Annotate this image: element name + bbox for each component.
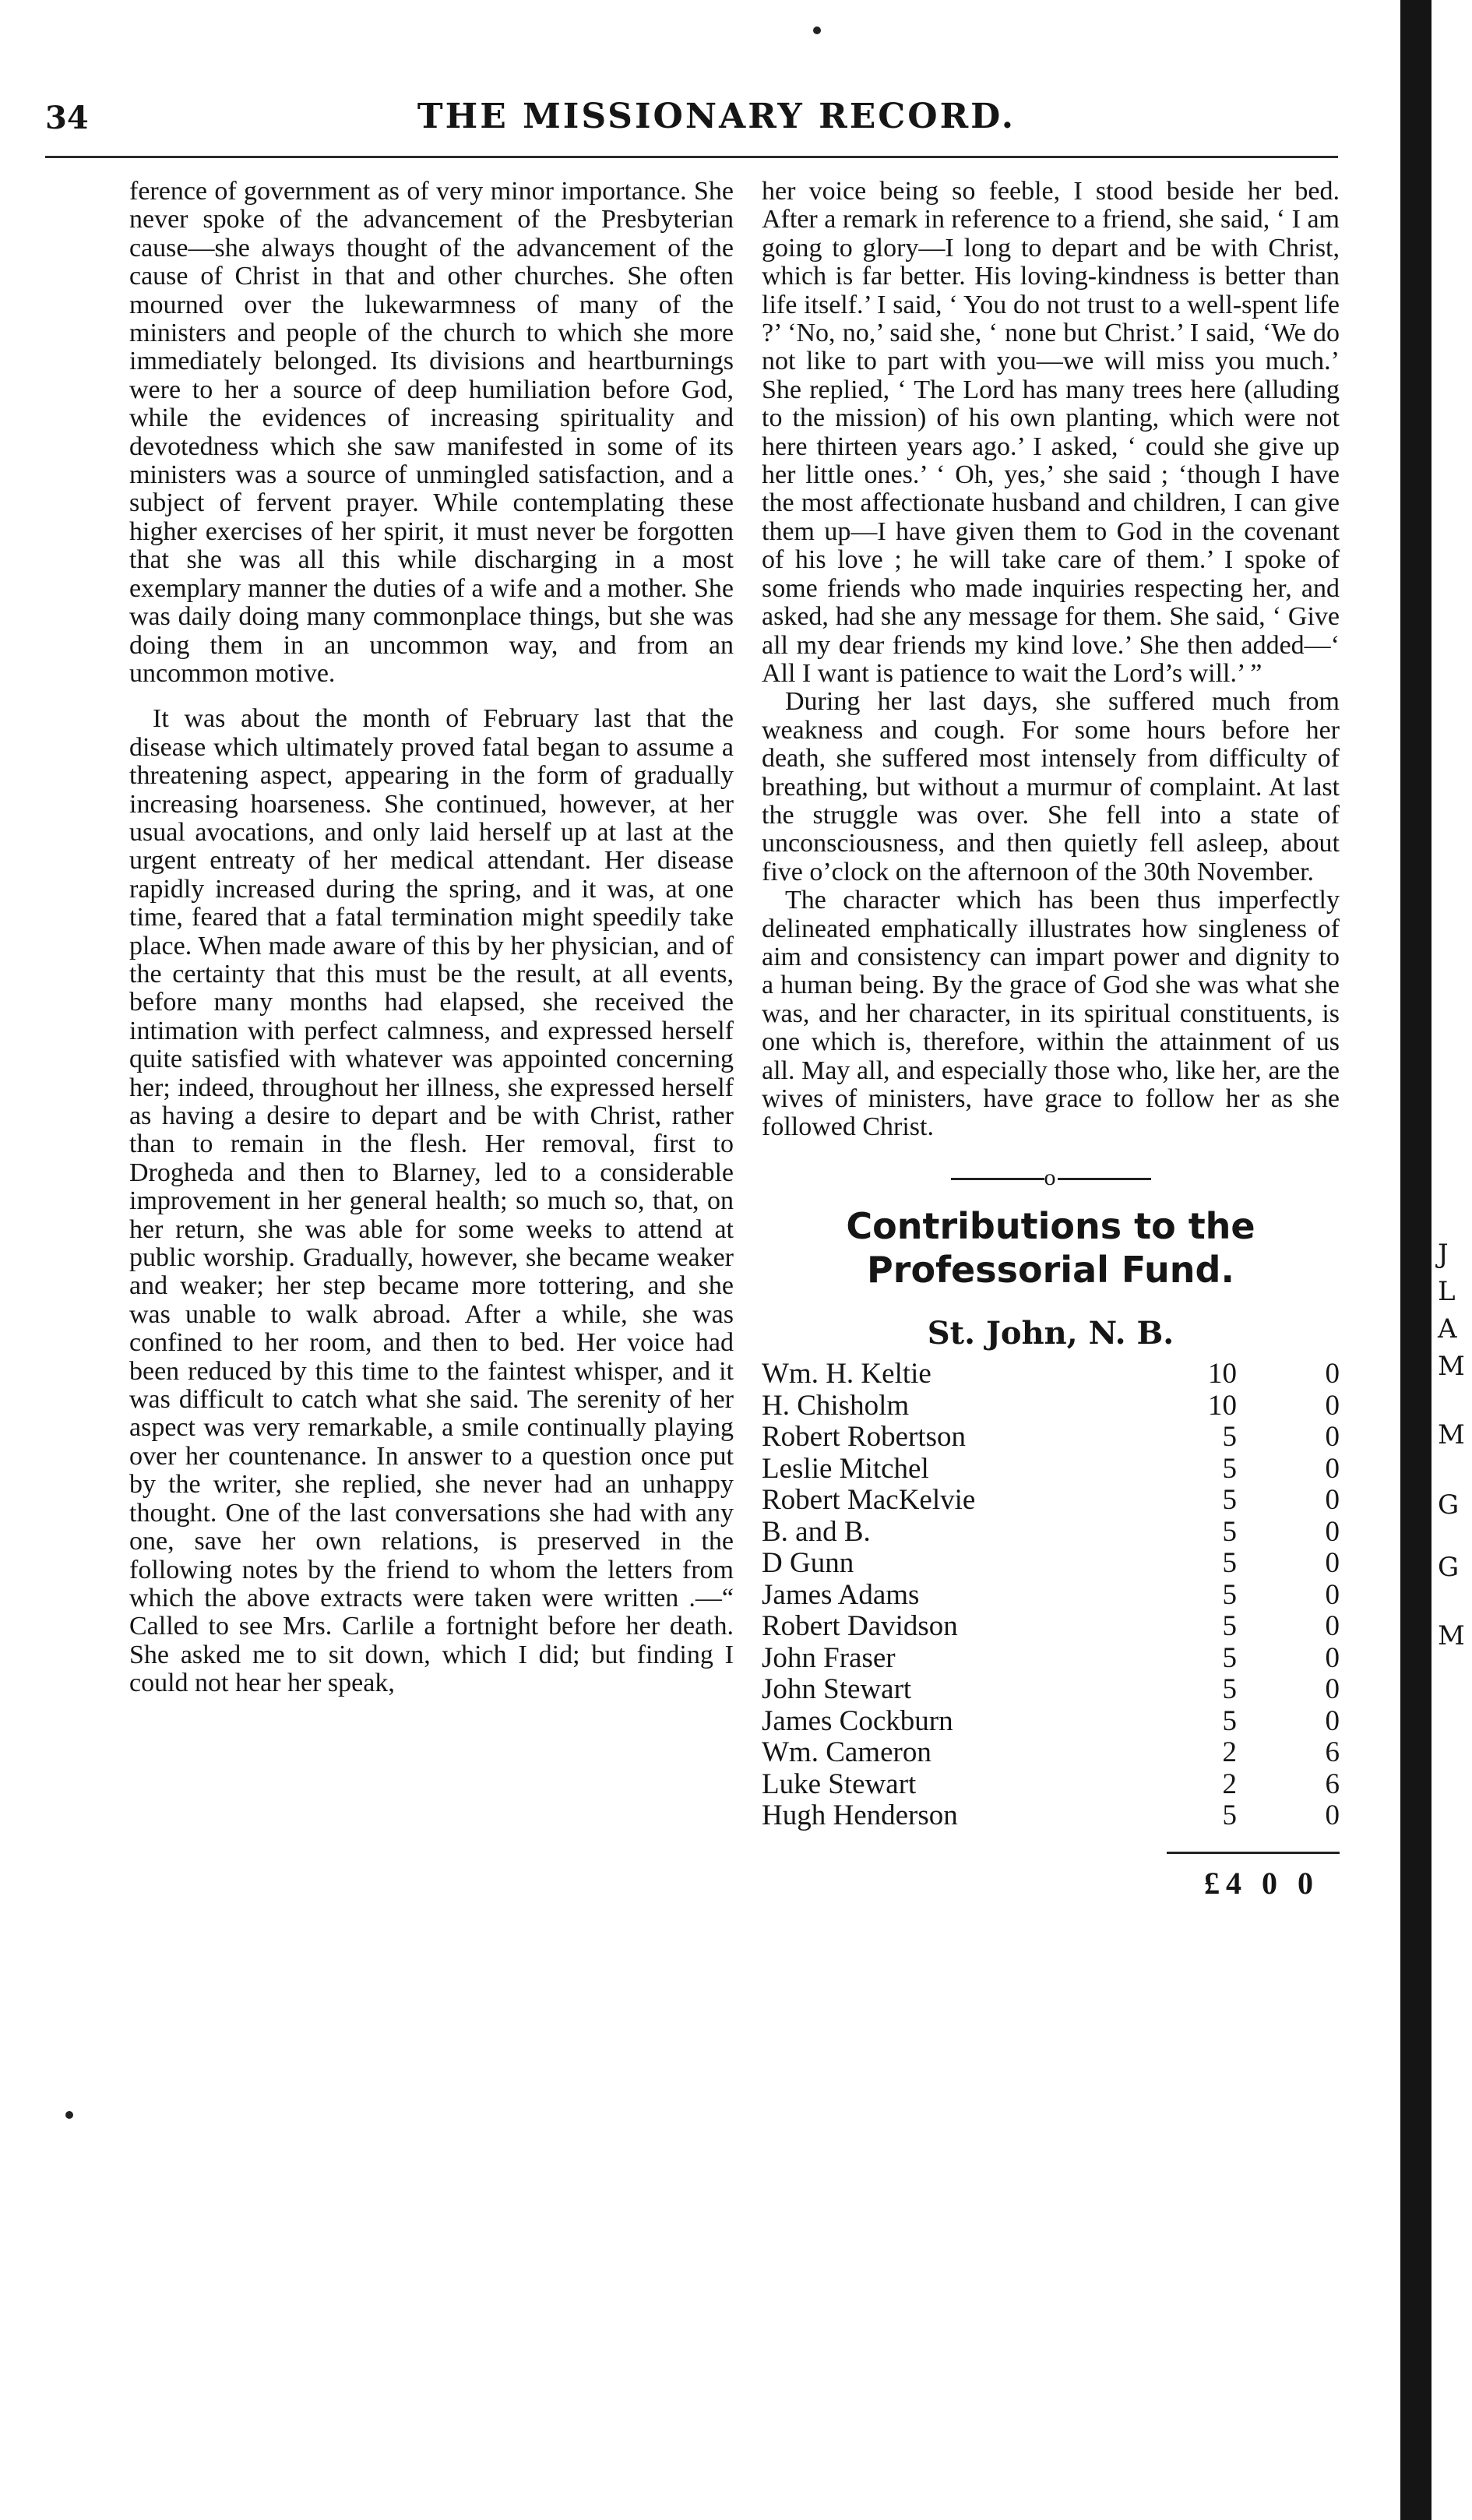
margin-letter: M (1438, 1419, 1465, 1450)
donor-name: James Cockburn (762, 1704, 953, 1737)
donor-amount-major: 5 (1222, 1610, 1237, 1643)
donor-row (762, 1422, 1340, 1454)
donor-name: Luke Stewart (762, 1768, 917, 1800)
left-paragraph: ference of government as of very minor importance. She never spoke of the advancement of the Presbyterian cause—she always thought of the advancement of the cause of Christ in that and other churches. She often mourned over the lukewarmness of many of the ministers and people of the church to which she more immediately belonged. Its divisions and heartburnings were to her a source of deep humiliation before God, while the evidences of increasing spirituality and devotedness which she saw manifested in some of its ministers was a source of unmingled satisfaction, and a subject of fervent prayer. While contemplating these higher exercises of her spirit, it must never be forgotten that she was all this while discharging in a most exemplary manner the duties of a wife and a mother. She was daily doing many commonplace things, but she was doing them in an uncommon way, and from an uncommon motive. (129, 177, 734, 688)
donor-amount-minor: 0 (1325, 1358, 1340, 1390)
right-paragraph: her voice being so feeble, I stood beside her bed. After a remark in reference to a friend, she said, ‘ I am going to glory—I long to depart and be with Christ, which is far better. His loving-kindness is better than life itself.’ I said, ‘ You do not trust to a well-spent life ?’ ‘No, no,’ said she, ‘ none but Christ.’ I said, ‘We do not like to part with you—we will miss you much.’ She replied, ‘ The Lord has many trees here (alluding to the mission) of his own planting, which were not here thirteen years ago.’ I asked, ‘ could she give up her little ones.’ ‘ Oh, yes,’ she said ; ‘though I have the most affectionate husband and children, I can give them up—I have given them to God in the covenant of his love ; he will take care of them.’ I spoke of some friends who made inquiries respecting her, and asked, had she any message for them. She said, ‘ Give all my dear friends my kind love.’ She then added—‘ All I want is patience to wait the Lord’s will.’ ” (762, 177, 1340, 688)
donor-name: B. and B. (762, 1515, 871, 1548)
margin-letter: M (1438, 1351, 1465, 1382)
fund-place: St. John, N. B. (927, 1314, 1174, 1352)
donor-row (762, 1737, 1340, 1769)
right-paragraph: During her last days, she suffered much from weakness and cough. For some hours before her death, she suffered most intensely from difficulty of breathing, but without a murmur of complaint. At last the struggle was over. She fell into a state of unconsciousness, and then quietly fell asleep, about five o’clock on the afternoon of the 30th November. (762, 687, 1340, 886)
donor-name: Wm. Cameron (762, 1736, 931, 1769)
total-rule (1167, 1852, 1340, 1854)
donor-amount-major: 5 (1222, 1515, 1237, 1548)
donor-amount-minor: 0 (1325, 1452, 1340, 1485)
donor-amount-major: 5 (1222, 1452, 1237, 1485)
donor-row (762, 1642, 1340, 1674)
donor-amount-minor: 0 (1325, 1515, 1340, 1548)
donor-amount-major: 5 (1222, 1578, 1237, 1611)
ink-speck (813, 26, 821, 34)
page-edge-shadow (1400, 0, 1432, 2520)
donor-name: D Gunn (762, 1547, 854, 1580)
donor-amount-minor: 0 (1325, 1547, 1340, 1580)
right-paragraph: The character which has been thus imperfectly delineated emphatically illustrates how singleness of aim and consistency can impart power and dignity to a human being. By the grace of God she was what she was, and her character, in its spiritual constituents, is one which is, therefore, within the attainment of us all. May all, and especially those who, like her, are the wives of ministers, have grace to follow her as she followed Christ. (762, 886, 1340, 1142)
donor-name: James Adams (762, 1578, 920, 1611)
donor-amount-minor: 0 (1325, 1704, 1340, 1737)
donor-amount-minor: 0 (1325, 1641, 1340, 1674)
donor-row (762, 1485, 1340, 1517)
donor-amount-minor: 0 (1325, 1484, 1340, 1517)
donor-table (762, 1359, 1340, 1832)
margin-letter: J (1438, 1239, 1449, 1270)
page-number: 34 (45, 100, 89, 136)
donor-name: Robert MacKelvie (762, 1484, 976, 1517)
donor-amount-minor: 0 (1325, 1799, 1340, 1832)
fund-total: £4 0 0 (1204, 1866, 1319, 1901)
donor-row (762, 1800, 1340, 1832)
donor-row (762, 1548, 1340, 1580)
donor-row (762, 1516, 1340, 1548)
fund-heading: Contributions to the Professorial Fund. (846, 1204, 1255, 1291)
running-title: THE MISSIONARY RECORD. (417, 97, 1016, 136)
donor-amount-major: 5 (1222, 1547, 1237, 1580)
donor-amount-major: 5 (1222, 1421, 1237, 1454)
donor-amount-minor: 6 (1325, 1736, 1340, 1769)
right-column (762, 177, 1340, 1901)
donor-amount-major: 10 (1208, 1358, 1237, 1390)
donor-amount-major: 10 (1208, 1389, 1237, 1422)
adjacent-page-margin (1438, 0, 1472, 2520)
donor-amount-minor: 0 (1325, 1389, 1340, 1422)
donor-row (762, 1768, 1340, 1800)
margin-letter: M (1438, 1620, 1465, 1651)
margin-letter: L (1438, 1276, 1456, 1307)
donor-name: Wm. H. Keltie (762, 1358, 931, 1390)
margin-letter: A (1438, 1313, 1457, 1345)
donor-amount-major: 2 (1222, 1768, 1237, 1800)
divider-ornament: o (1044, 1164, 1058, 1190)
donor-amount-minor: 0 (1325, 1610, 1340, 1643)
donor-name: Robert Davidson (762, 1610, 958, 1643)
ink-speck (65, 2111, 73, 2119)
donor-row (762, 1453, 1340, 1485)
margin-letter: G (1438, 1489, 1460, 1521)
donor-amount-major: 5 (1222, 1641, 1237, 1674)
donor-name: H. Chisholm (762, 1389, 910, 1422)
donor-amount-major: 5 (1222, 1704, 1237, 1737)
donor-name: John Fraser (762, 1641, 896, 1674)
donor-amount-minor: 0 (1325, 1673, 1340, 1706)
donor-name: Robert Robertson (762, 1421, 967, 1454)
margin-letter: G (1438, 1552, 1460, 1583)
donor-row (762, 1359, 1340, 1390)
donor-amount-minor: 0 (1325, 1578, 1340, 1611)
donor-row (762, 1611, 1340, 1643)
section-divider (762, 1162, 1340, 1193)
donor-name: John Stewart (762, 1673, 912, 1706)
donor-row (762, 1705, 1340, 1737)
donor-amount-major: 5 (1222, 1484, 1237, 1517)
donor-row (762, 1390, 1340, 1422)
donor-amount-major: 2 (1222, 1736, 1237, 1769)
donor-amount-minor: 0 (1325, 1421, 1340, 1454)
donor-amount-major: 5 (1222, 1673, 1237, 1706)
left-column (129, 178, 734, 1698)
donor-amount-major: 5 (1222, 1799, 1237, 1832)
header-rule (45, 156, 1338, 158)
donor-row (762, 1579, 1340, 1611)
donor-row (762, 1674, 1340, 1706)
donor-name: Hugh Henderson (762, 1799, 958, 1832)
donor-name: Leslie Mitchel (762, 1452, 929, 1485)
left-paragraph: It was about the month of February last that the disease which ultimately proved fatal began to assume a threatening aspect, appearing in the form of gradually increasing hoarseness. She continued, however, at her usual avocations, and only laid herself up at last at the urgent entreaty of her medical attendant. Her disease rapidly increased during the spring, and it was, at one time, feared that a fatal termination might speedily take place. When made aware of this by her physician, and of the certainty that this must be the result, at all events, before many months had elapsed, she received the intimation with perfect calmness, and expressed herself quite satisfied with whatever was appointed concerning her; indeed, throughout her illness, she expressed herself as having a desire to depart and be with Christ, rather than to remain in the flesh. Her removal, first to Drogheda and then to Blarney, led to a considerable improvement in her general health; so much so, that, on her return, she was able for some weeks to attend at public worship. Gradually, however, she became weaker and weaker; her step became more tottering, and she was unable to walk abroad. After a while, she was confined to her room, and then to bed. Her voice had been reduced by this time to the faintest whisper, and it was difficult to catch what she said. The serenity of her aspect was very remarkable, a smile continually playing over her countenance. In answer to a question once put by the writer, she replied, she never had an unhappy thought. One of the last conversations she had with any one, save her own relations, is preserved in the following notes by the friend to whom the letters from which the above extracts were taken were written .—“ Called to see Mrs. Carlile a fortnight before her death. She asked me to sit down, which I did; but finding I could not hear her speak, (129, 704, 734, 1698)
donor-amount-minor: 6 (1325, 1768, 1340, 1800)
